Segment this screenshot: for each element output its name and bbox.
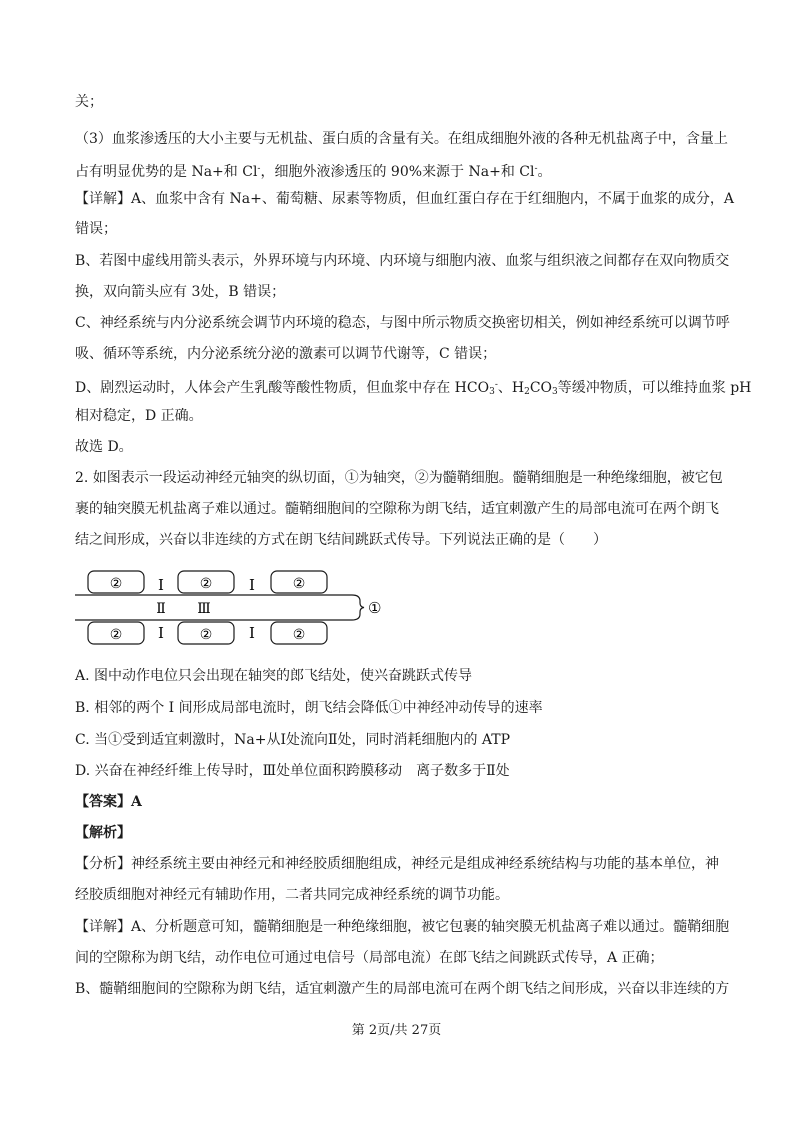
node-label: I — [158, 576, 164, 594]
superscript: - — [534, 164, 538, 174]
text-line: B、若图中虚线用箭头表示，外界环境与内环境、内环境与细胞内液、血浆与组织液之间都存在双向物质交 — [75, 253, 730, 269]
option-b: B. 相邻的两个 I 间形成局部电流时，朗飞结会降低①中神经冲动传导的速率 — [75, 700, 543, 716]
sheath-label: ② — [292, 576, 306, 592]
text-span: 等缓冲物质，可以维持血浆 pH — [557, 380, 752, 396]
text-line — [75, 160, 552, 181]
sheath-label: ② — [109, 576, 123, 592]
superscript: - — [257, 164, 261, 174]
subscript: 2 — [524, 387, 530, 397]
text-line: 关； — [75, 94, 103, 110]
subscript: 3 — [489, 387, 495, 397]
text-line: （3）血浆渗透压的大小主要与无机盐、蛋白质的含量有关。在组成细胞外液的各种无机盐离子中，含量上 — [75, 131, 728, 147]
option-d: D. 兴奋在神经纤维上传导时，Ⅲ处单位面积跨膜移动 离子数多于Ⅱ处 — [75, 763, 510, 779]
text-span: CO — [529, 380, 553, 396]
text-line: 故选 D。 — [75, 439, 133, 455]
node-label: I — [249, 576, 255, 594]
text-span: 占有明显优势的是 Na+和 Cl — [75, 164, 258, 180]
page-number: 第 2页/共 27页 — [351, 1023, 442, 1038]
analysis-heading: 【解析】 — [75, 825, 131, 841]
text-line: 间的空隙称为朗飞结，动作电位可通过电信号（局部电流）在郎飞结之间跳跃式传导，A 正确； — [75, 950, 664, 966]
axon-brace — [352, 595, 364, 620]
answer-line: 【答案】A — [75, 794, 142, 810]
sheath-label: ② — [292, 627, 306, 643]
text-line: 相对稳定，D 正确。 — [75, 408, 203, 424]
text-span: 。 — [537, 164, 552, 180]
text-line: 经胶质细胞对神经元有辅助作用，二者共同完成神经系统的调节功能。 — [75, 887, 509, 903]
sheath-label: ② — [109, 627, 123, 643]
axon-region-II-label: Ⅱ — [156, 601, 166, 617]
sheath-label: ② — [199, 576, 213, 592]
sheath-label: ② — [199, 627, 213, 643]
text-line: B、髓鞘细胞间的空隙称为朗飞结，适宜刺激产生的局部电流可在两个朗飞结之间形成，兴奋以非连续的方 — [75, 981, 730, 997]
text-line: 吸、循环等系统，内分泌系统分泌的激素可以调节代谢等，C 错误； — [75, 346, 497, 362]
text-span: 、H — [497, 380, 525, 396]
superscript: - — [494, 380, 498, 390]
text-line: C、神经系统与内分泌系统会调节内环境的稳态，与图中所示物质交换密切相关，例如神经系统可以调节呼 — [75, 315, 730, 331]
text-line: 【详解】A、分析题意可知，髓鞘细胞是一种绝缘细胞，被它包裹的轴突膜无机盐离子难以通过。髓鞘细胞 — [75, 919, 730, 935]
node-label: I — [158, 624, 164, 642]
text-line: 换，双向箭头应有 3处，B 错误； — [75, 284, 286, 300]
text-span: ，细胞外液渗透压的 90%来源于 Na+和 Cl — [260, 164, 535, 180]
text-line — [75, 376, 751, 401]
node-label: I — [249, 624, 255, 642]
axon-diagram — [70, 565, 390, 651]
text-line: 错误； — [75, 221, 117, 237]
question-line: 结之间形成，兴奋以非连续的方式在朗飞结间跳跃式传导。下列说法正确的是（ ） — [75, 532, 607, 548]
question-line: 2. 如图表示一段运动神经元轴突的纵切面，①为轴突，②为髓鞘细胞。髓鞘细胞是一种绝缘细胞，被它包 — [75, 470, 723, 486]
text-span: D、剧烈运动时，人体会产生乳酸等酸性物质，但血浆中存在 HCO — [75, 380, 490, 396]
question-line: 裹的轴突膜无机盐离子难以通过。髓鞘细胞间的空隙称为朗飞结，适宜刺激产生的局部电流可在两个朗飞 — [75, 501, 719, 517]
axon-label: ① — [368, 599, 382, 617]
axon-region-III-label: Ⅲ — [197, 601, 211, 617]
text-line: 【分析】神经系统主要由神经元和神经胶质细胞组成，神经元是组成神经系统结构与功能的基本单位，神 — [75, 856, 719, 872]
option-c: C. 当①受到适宜刺激时，Na+从Ⅰ处流向Ⅱ处，同时消耗细胞内的 ATP — [75, 732, 511, 748]
subscript: 3 — [552, 387, 558, 397]
option-a: A. 图中动作电位只会出现在轴突的郎飞结处，使兴奋跳跃式传导 — [75, 668, 473, 684]
text-line: 【详解】A、血浆中含有 Na+、葡萄糖、尿素等物质，但血红蛋白存在于红细胞内，不属于血浆的成分，A — [75, 191, 734, 207]
